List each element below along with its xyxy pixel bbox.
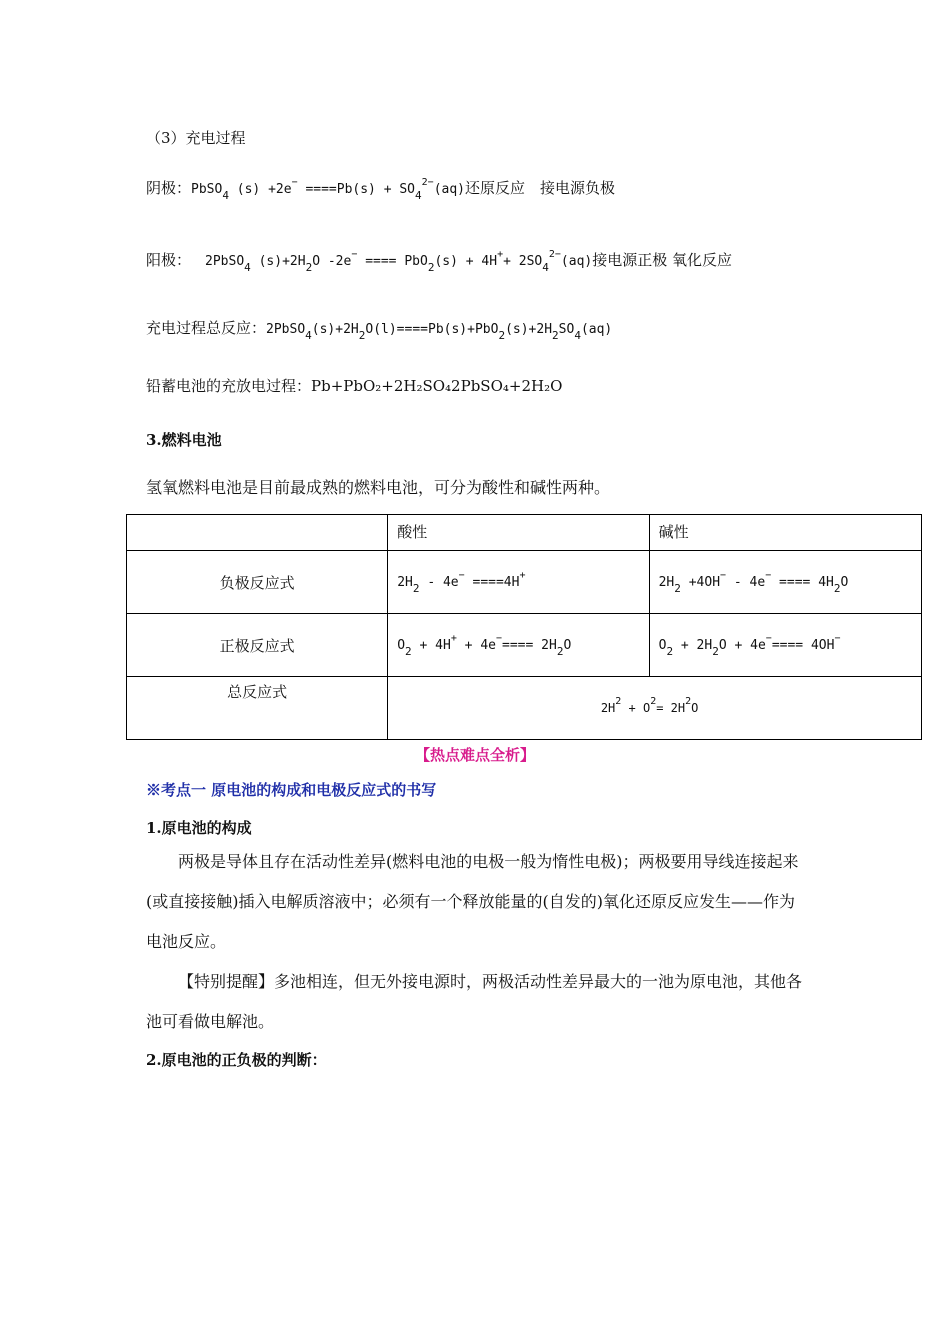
hotspot-banner: 【热点难点全析】 <box>414 746 535 764</box>
charge-total-equation: 充电过程总反应：$2PbSO_4(s)+2H_2O(l)====Pb(s)+PbO_2(s)+2H_2SO_4(aq)$ <box>146 319 613 342</box>
negative-base-eq: $2H_2 +4OH^- - 4e^-$ ==== $4H_2O$ <box>658 569 849 595</box>
header-acid: 酸性 <box>397 523 428 541</box>
row-positive-label: 正极反应式 <box>219 636 295 655</box>
anode-label: 阳极： <box>146 251 192 269</box>
fuel-cell-intro: 氢氧燃料电池是目前最成熟的燃料电池，可分为酸性和碱性两种。 <box>146 478 611 497</box>
cathode-label: 阴极： <box>146 179 192 197</box>
table-row-negative <box>127 551 922 614</box>
subsection-2-title: 2.原电池的正负极的判断： <box>146 1051 327 1069</box>
row-total-label: 总反应式 <box>227 683 288 701</box>
anode-note: 接电源正极 氧化反应 <box>592 251 733 269</box>
table-corner-cell <box>127 515 388 551</box>
charge-total-label: 充电过程总反应： <box>146 319 267 337</box>
negative-acid-eq: $2H_2 - 4e^- ====4H^+$ <box>397 569 526 595</box>
subsection-1-title: 1.原电池的构成 <box>146 819 252 837</box>
fuel-cell-title: 3.燃料电池 <box>146 431 222 449</box>
table-row-positive <box>127 614 922 677</box>
header-base: 碱性 <box>658 523 689 541</box>
total-reaction-eq: $2H^2 + O^2= 2H^2O$ <box>600 696 699 715</box>
fuel-cell-table <box>126 514 922 740</box>
section-3-title: （3）充电过程 <box>146 129 246 147</box>
positive-acid-eq: $O_2 + 4H^+ + 4e^-==== 2H_2O$ <box>397 632 572 658</box>
cathode-equation: 阴极：PbSO$_4$ $(s) +2e^- ====Pb(s) + SO_4^{2-}(aq)$还原反应 接电源负极 <box>146 177 616 202</box>
anode-equation: 阳极： 2PbSO$_4$ $(s)+2H_2O$ -2e− ==== $PbO_2(s) + 4H^++ 2SO_4^{2-}(aq)$接电源正极 氧化反应 <box>146 249 733 274</box>
charge-discharge-cycle: 铅蓄电池的充放电过程：Pb+PbO₂+2H₂SO₄2PbSO₄+2H₂O <box>146 377 563 395</box>
table-row-total <box>127 677 922 740</box>
exam-point-1: ※考点一 原电池的构成和电极反应式的书写 <box>146 781 437 799</box>
positive-base-eq: $O_2 + 2H_2O + 4e^-==== 4OH^-$ <box>658 632 841 658</box>
paragraph-special-note: 【特别提醒】多池相连，但无外接电源时，两极活动性差异最大的一池为原电池，其他各池可看做电解池。 <box>146 972 803 1031</box>
paragraph-composition: 两极是导体且存在活动性差异(燃料电池的电极一般为惰性电极)；两极要用导线连接起来(或直接接触)插入电解质溶液中；必须有一个释放能量的(自发的)氧化还原反应发生——作为电池反应。 <box>146 852 799 951</box>
cathode-note: 还原反应 接电源负极 <box>465 179 616 197</box>
hotspot-banner-wrap <box>0 744 950 765</box>
row-negative-label: 负极反应式 <box>219 573 295 592</box>
table-header-row <box>127 515 922 551</box>
